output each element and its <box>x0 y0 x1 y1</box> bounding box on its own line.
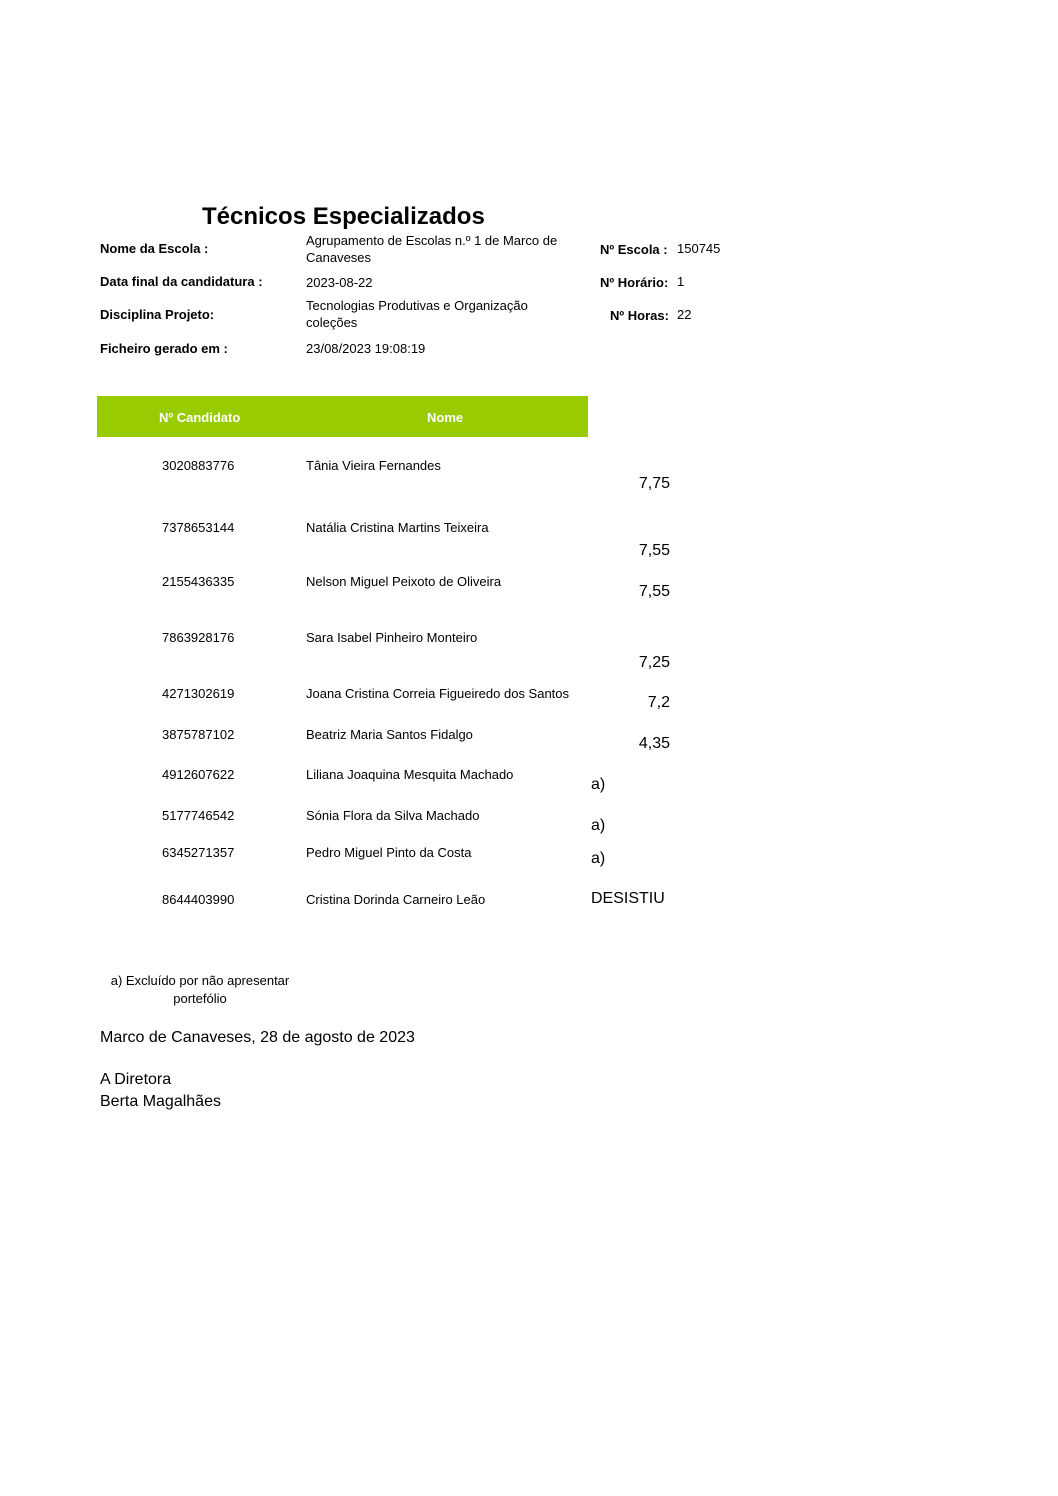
table-row-9-name: Pedro Miguel Pinto da Costa <box>306 845 472 860</box>
school-number-label: Nº Escola : <box>600 242 668 257</box>
table-row-9-number: 6345271357 <box>162 845 235 860</box>
table-row-9-score: a) <box>591 850 606 867</box>
exclusion-note-line-1: a) Excluído por não apresentar <box>110 973 290 988</box>
table-row-5-number: 4271302619 <box>162 686 235 701</box>
table-row-1-name: Tânia Vieira Fernandes <box>306 458 441 473</box>
table-row-10-name: Cristina Dorinda Carneiro Leão <box>306 892 486 907</box>
hours-label: Nº Horas: <box>610 308 669 323</box>
deadline-label: Data final da candidatura : <box>100 274 263 289</box>
table-row-3-score: 7,55 <box>638 583 670 600</box>
table-row-1-score: 7,75 <box>638 475 670 492</box>
table-row-8-name: Sónia Flora da Silva Machado <box>306 808 480 823</box>
table-row-4-name: Sara Isabel Pinheiro Monteiro <box>306 630 478 645</box>
column-header-name: Nome <box>427 410 464 425</box>
table-row-8-number: 5177746542 <box>162 808 235 823</box>
discipline-value: Tecnologias Produtivas e Organização coleções <box>306 298 528 330</box>
table-row-1-number: 3020883776 <box>162 458 235 473</box>
discipline-label: Disciplina Projeto: <box>100 307 215 322</box>
table-row-3-number: 2155436335 <box>162 574 235 589</box>
generated-label: Ficheiro gerado em : <box>100 341 228 356</box>
school-number-value: 150745 <box>677 241 721 256</box>
table-row-10-number: 8644403990 <box>162 892 235 907</box>
table-row-7-score: a) <box>591 776 606 793</box>
table-row-6-name: Beatriz Maria Santos Fidalgo <box>306 727 473 742</box>
table-row-3-name: Nelson Miguel Peixoto de Oliveira <box>306 574 502 589</box>
generated-value: 23/08/2023 19:08:19 <box>306 341 426 356</box>
table-row-5-score: 7,2 <box>647 694 670 711</box>
exclusion-note-line-2: portefólio <box>173 991 227 1006</box>
table-row-5-name: Joana Cristina Correia Figueiredo dos Santos <box>306 686 570 701</box>
table-row-2-score: 7,55 <box>638 542 670 559</box>
exclusion-note <box>100 972 300 1008</box>
signatory-role: A Diretora <box>100 1071 172 1088</box>
hours-value: 22 <box>677 307 692 322</box>
place-and-date: Marco de Canaveses, 28 de agosto de 2023 <box>100 1029 415 1046</box>
table-row-6-number: 3875787102 <box>162 727 235 742</box>
table-row-4-number: 7863928176 <box>162 630 235 645</box>
table-row-10-score: DESISTIU <box>591 890 665 907</box>
schedule-number-label: Nº Horário: <box>600 275 669 290</box>
document-title: Técnicos Especializados <box>202 203 485 230</box>
schedule-number-value: 1 <box>677 274 685 289</box>
signatory-name: Berta Magalhães <box>100 1093 221 1110</box>
table-row-7-name: Liliana Joaquina Mesquita Machado <box>306 767 514 782</box>
table-row-2-name: Natália Cristina Martins Teixeira <box>306 520 489 535</box>
table-row-8-score: a) <box>591 817 606 834</box>
table-row-6-score: 4,35 <box>638 735 670 752</box>
column-header-candidate-number: Nº Candidato <box>159 410 241 425</box>
deadline-value: 2023-08-22 <box>306 275 373 290</box>
table-row-4-score: 7,25 <box>638 654 670 671</box>
school-name-value: Agrupamento de Escolas n.º 1 de Marco de Canaveses <box>306 233 558 265</box>
table-row-7-number: 4912607622 <box>162 767 235 782</box>
table-row-2-number: 7378653144 <box>162 520 235 535</box>
school-name-label: Nome da Escola : <box>100 241 209 256</box>
